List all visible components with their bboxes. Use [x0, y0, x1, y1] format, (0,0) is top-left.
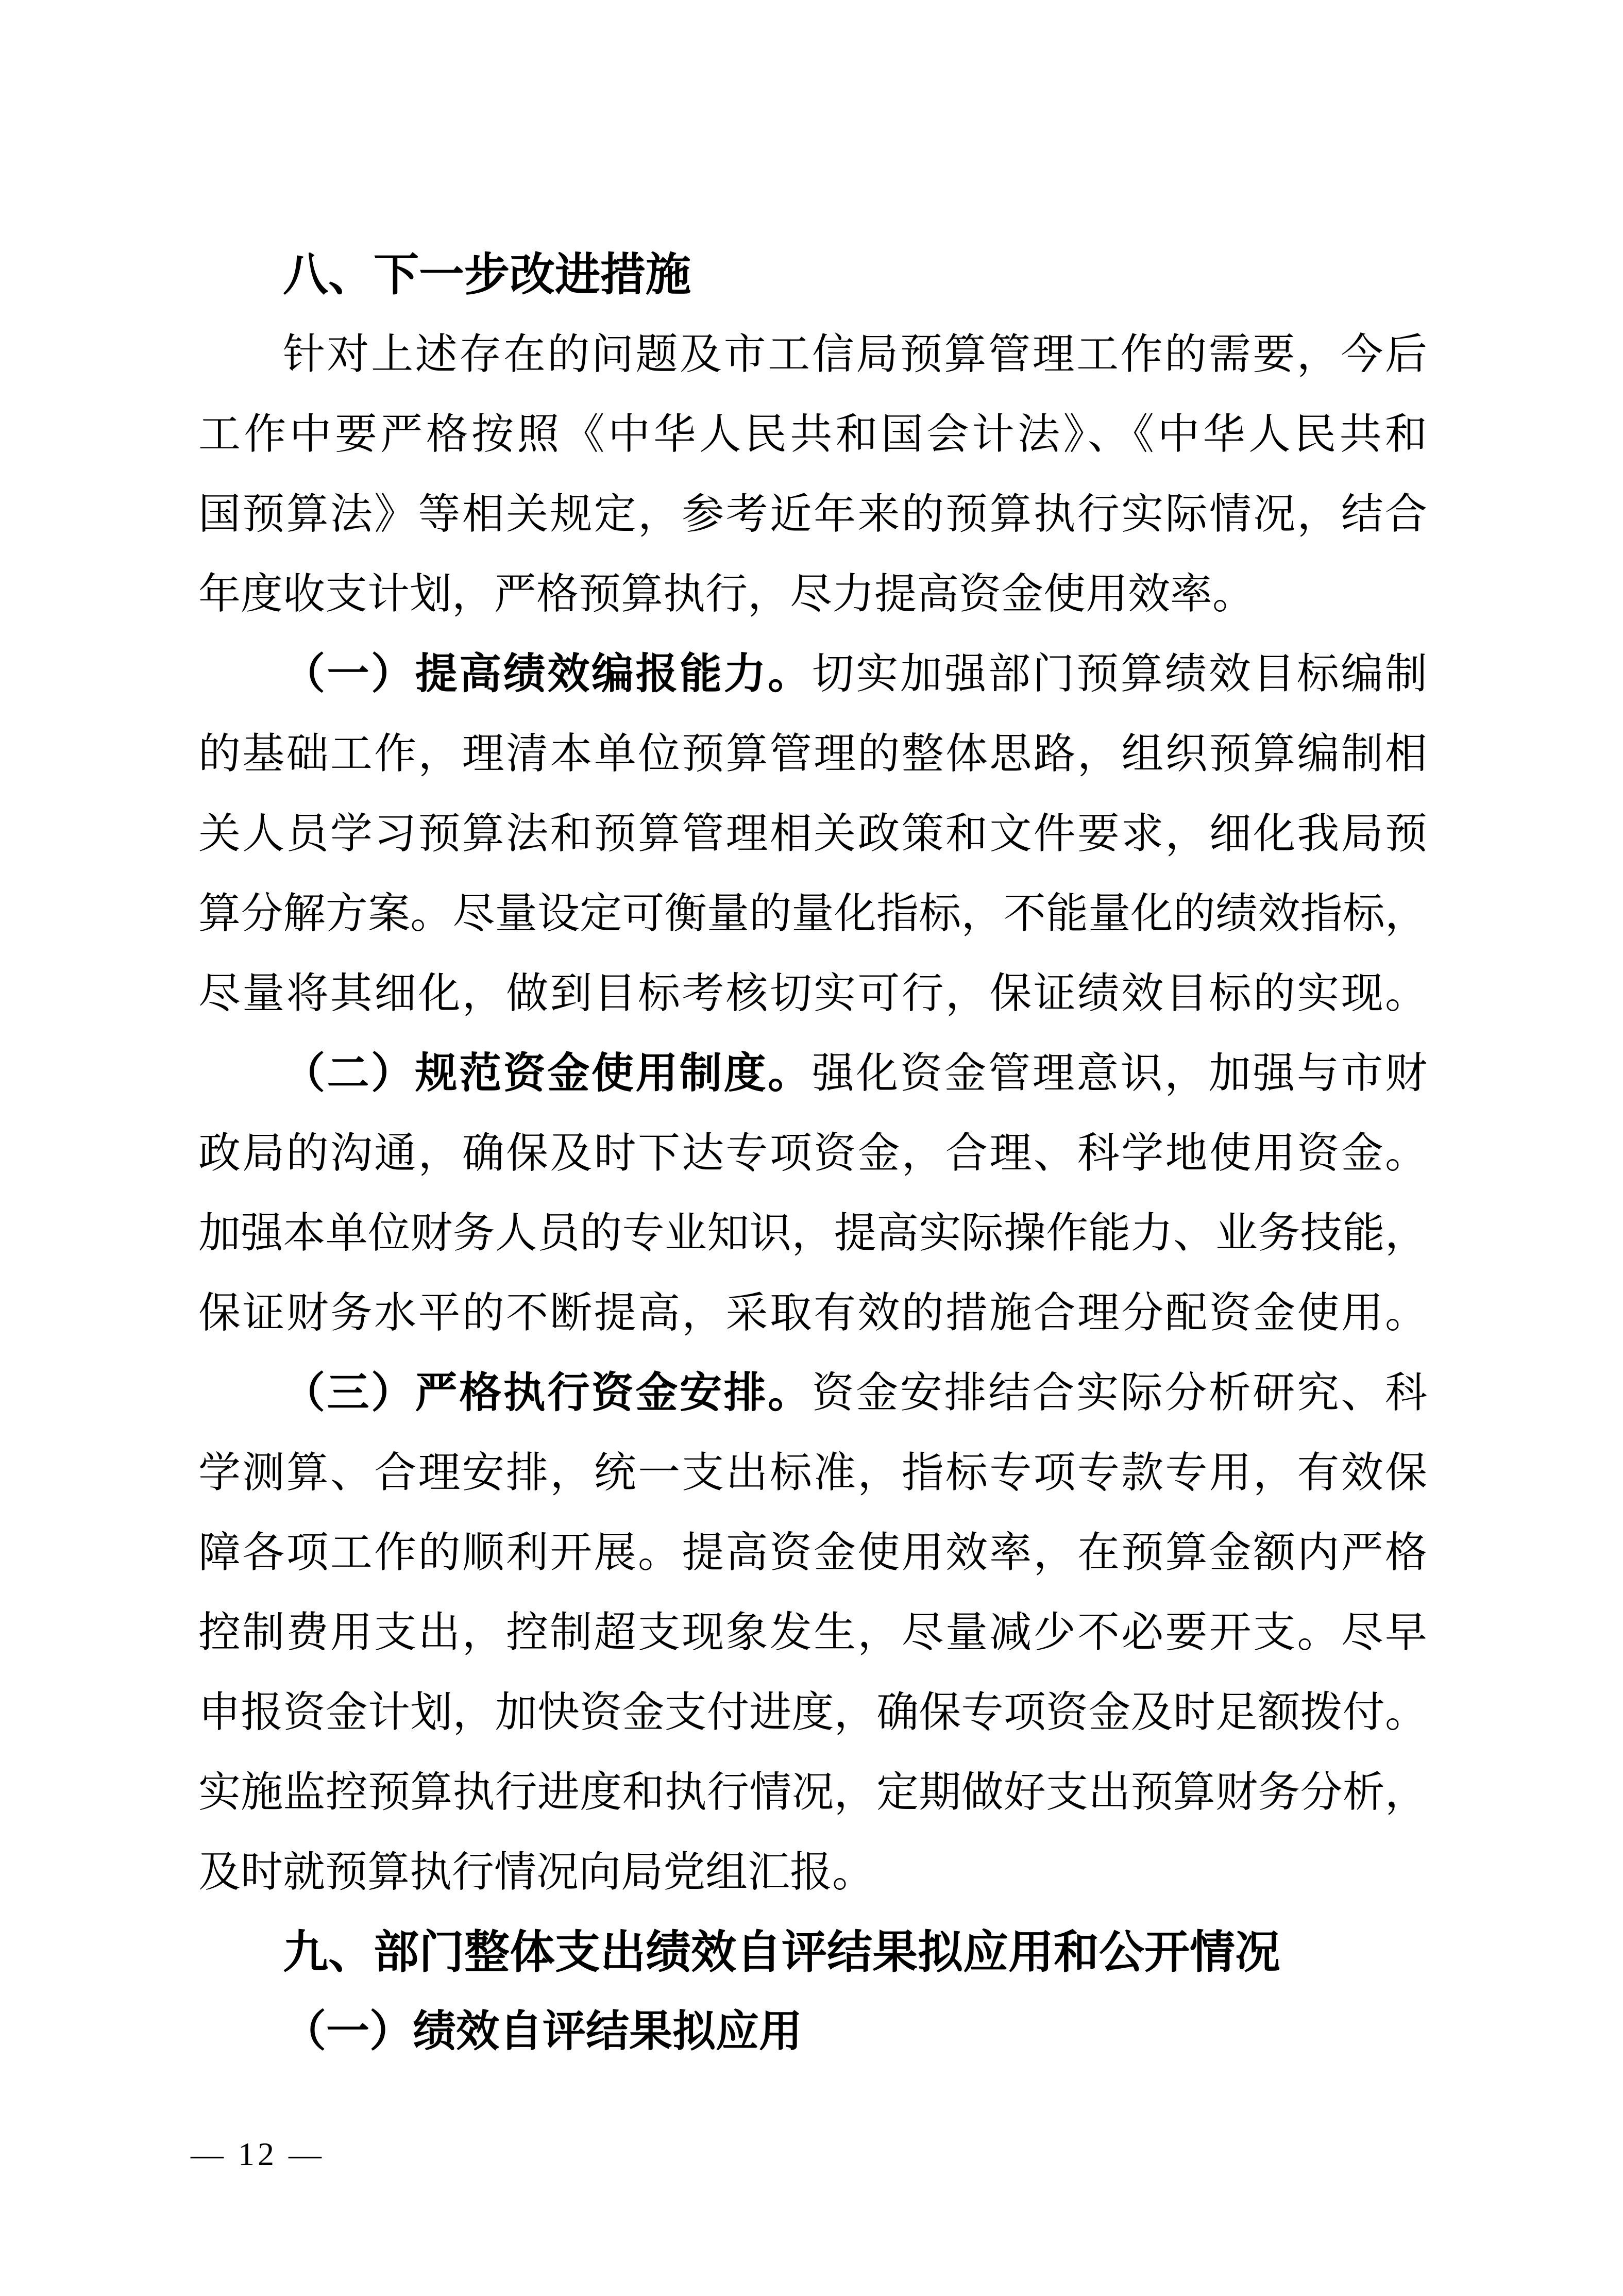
- body-line: 工作中要严格按照《中华人民共和国会计法》、《中华人民共和: [198, 411, 1427, 458]
- body-line: 国预算法》等相关规定，参考近年来的预算执行实际情况，结合: [198, 491, 1427, 538]
- body-line: 算分解方案。尽量设定可衡量的量化指标，不能量化的绩效指标，: [198, 890, 1427, 937]
- body-line: 实施监控预算执行进度和执行情况，定期做好支出预算财务分析，: [198, 1769, 1427, 1816]
- body-line: 申报资金计划，加快资金支付进度，确保专项资金及时足额拨付。: [198, 1689, 1427, 1736]
- body-line: 的基础工作，理清本单位预算管理的整体思路，组织预算编制相: [198, 730, 1427, 777]
- body-line-rest: 切实加强部门预算绩效目标编制: [812, 650, 1427, 697]
- body-line: 障各项工作的顺利开展。提高资金使用效率，在预算金额内严格: [198, 1529, 1427, 1576]
- body-line: 关人员学习预算法和预算管理相关政策和文件要求，细化我局预: [198, 810, 1427, 857]
- body-line: [198, 1353, 1427, 1433]
- section-heading-8: 八、下一步改进措施: [283, 249, 691, 300]
- body-line-rest: 资金安排结合实际分析研究、科: [812, 1369, 1427, 1416]
- body-line: 学测算、合理安排，统一支出标准，指标专项专款专用，有效保: [198, 1449, 1427, 1496]
- body-line: 政局的沟通，确保及时下达专项资金，合理、科学地使用资金。: [198, 1130, 1427, 1177]
- subsection-heading: （一）绩效自评结果拟应用: [283, 2008, 803, 2056]
- page-number: — 12 —: [191, 2136, 325, 2172]
- bold-lead-item-3: （三）严格执行资金安排。: [283, 1369, 812, 1416]
- body-line: 针对上述存在的问题及市工信局预算管理工作的需要，今后: [283, 331, 1427, 378]
- body-line: [198, 634, 1427, 714]
- bold-lead-item-1: （一）提高绩效编报能力。: [283, 650, 812, 697]
- bold-lead-item-2: （二）规范资金使用制度。: [283, 1050, 812, 1097]
- section-heading-9: 九、部门整体支出绩效自评结果拟应用和公开情况: [283, 1926, 1281, 1977]
- document-body: [198, 234, 1427, 2072]
- body-line: 控制费用支出，控制超支现象发生，尽量减少不必要开支。尽早: [198, 1609, 1427, 1656]
- body-line: 保证财务水平的不断提高，采取有效的措施合理分配资金使用。: [198, 1289, 1427, 1336]
- body-line: 尽量将其细化，做到目标考核切实可行，保证绩效目标的实现。: [198, 970, 1427, 1017]
- body-line: 加强本单位财务人员的专业知识，提高实际操作能力、业务技能，: [198, 1210, 1427, 1256]
- body-line: 年度收支计划，严格预算执行，尽力提高资金使用效率。: [198, 571, 1255, 617]
- body-line-rest: 强化资金管理意识，加强与市财: [812, 1050, 1427, 1097]
- body-line: 及时就预算执行情况向局党组汇报。: [198, 1849, 875, 1896]
- body-line: [198, 1033, 1427, 1113]
